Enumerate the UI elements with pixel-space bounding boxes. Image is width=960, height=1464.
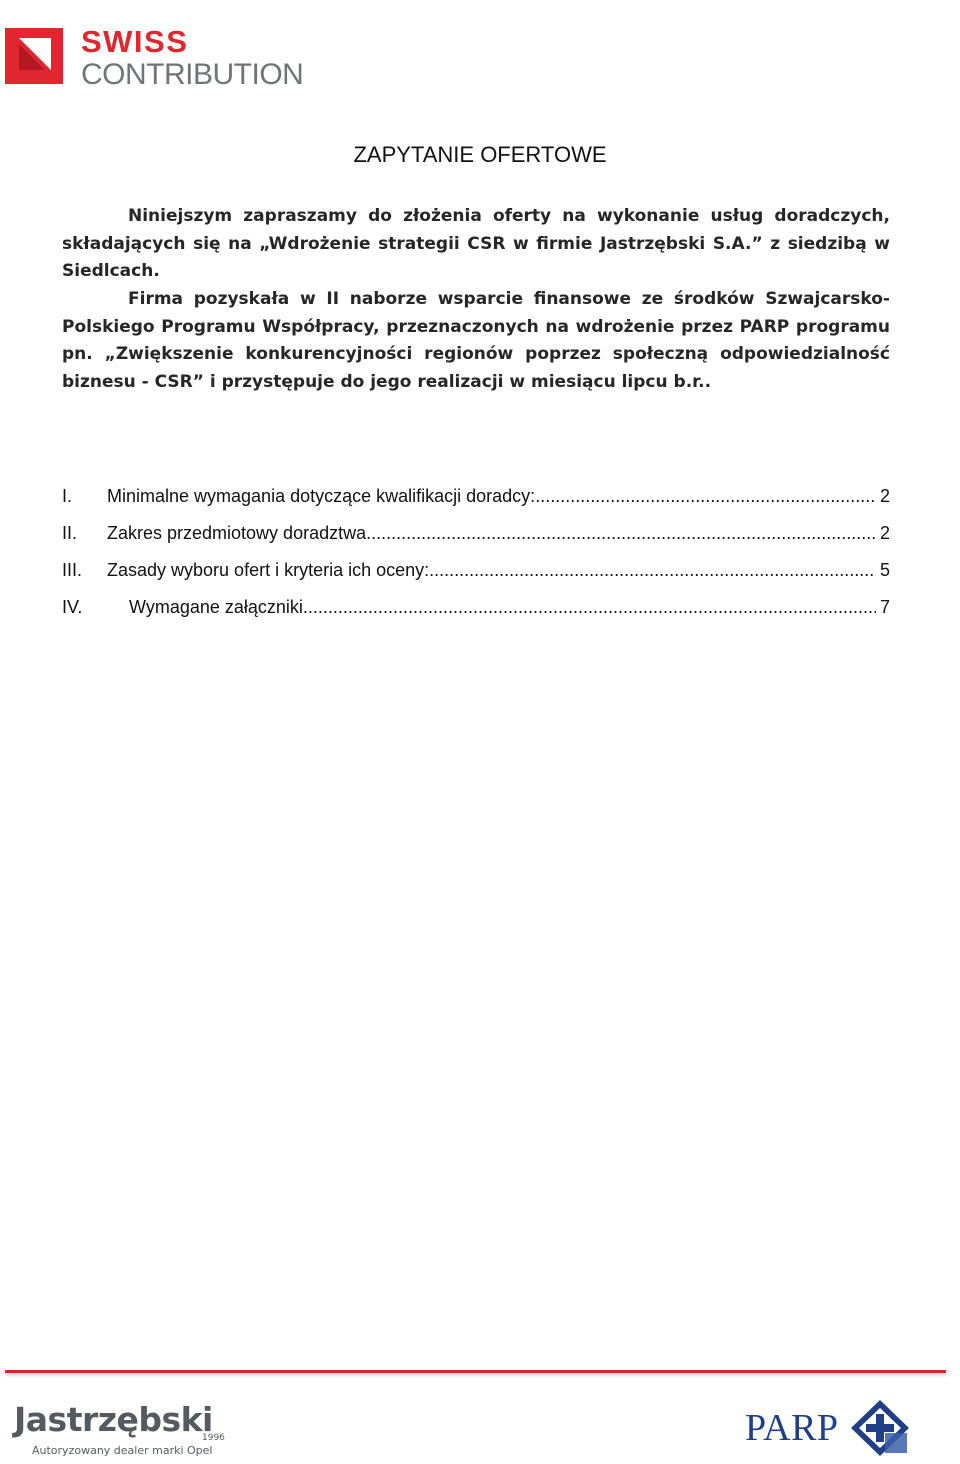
toc-leader-dots	[535, 486, 876, 507]
toc-leader-dots	[429, 560, 876, 581]
swiss-contribution-mark-icon	[5, 28, 65, 86]
toc-leader-dots	[366, 523, 876, 544]
toc-entry-number: IV.	[62, 597, 83, 617]
jastrzebski-logo-name: Jastrzębski	[14, 1400, 213, 1439]
toc-entry-title: Minimalne wymagania dotyczące kwalifikacji doradcy:	[107, 486, 536, 506]
jastrzebski-logo-tagline: Autoryzowany dealer marki Opel	[32, 1444, 213, 1457]
toc-entry-page: 7	[879, 597, 890, 617]
jastrzebski-logo-year: 1996	[202, 1433, 225, 1443]
toc-entry-title: Wymagane załączniki	[129, 597, 303, 617]
logo-text-contribution: CONTRIBUTION	[81, 58, 304, 91]
toc-entry-page: 2	[879, 523, 890, 543]
toc-entry-title: Zakres przedmiotowy doradztwa	[107, 523, 367, 543]
toc-leader-dots	[303, 597, 876, 618]
funding-paragraph-text: Firma pozyskała w II naborze wsparcie finansowe ze środków Szwajcarsko-Polskiego Programu Współpracy, przeznaczonych na wdrożenie przez PARP programu pn. „Zwiększenie konkurencyjności regionów poprzez społeczną odpowiedzialność biznesu - CSR” i przystępuje do jego realizacji w miesiącu lipcu b.r..	[62, 289, 890, 392]
document-title: ZAPYTANIE OFERTOWE	[353, 142, 607, 167]
swiss-contribution-logo	[5, 24, 305, 94]
toc-entry-number: II.	[62, 523, 78, 543]
toc-entry-page: 5	[879, 560, 890, 580]
toc-entry-title: Zasady wyboru ofert i kryteria ich oceny:	[107, 560, 430, 580]
toc-entry[interactable]	[62, 523, 890, 560]
jastrzebski-logo	[14, 1400, 254, 1460]
funding-paragraph	[62, 286, 890, 396]
parp-emblem-icon	[849, 1398, 911, 1458]
toc-entry[interactable]	[62, 597, 890, 634]
footer-divider	[5, 1370, 946, 1373]
parp-logo-text: PARP	[745, 1407, 839, 1449]
intro-paragraph	[62, 203, 890, 286]
toc-entry[interactable]	[62, 560, 890, 597]
toc-entry-page: 2	[879, 486, 890, 506]
toc-entry-number: III.	[62, 560, 83, 580]
logo-text-swiss: SWISS	[81, 24, 189, 59]
toc-entry-number: I.	[62, 486, 73, 506]
parp-logo	[745, 1396, 915, 1460]
table-of-contents	[62, 486, 890, 634]
toc-entry[interactable]	[62, 486, 890, 523]
intro-paragraph-text: Niniejszym zapraszamy do złożenia oferty na wykonanie usług doradczych, składających się na „Wdrożenie strategii CSR w firmie Jastrzębski S.A.” z siedzibą w Siedlcach.	[62, 206, 890, 282]
